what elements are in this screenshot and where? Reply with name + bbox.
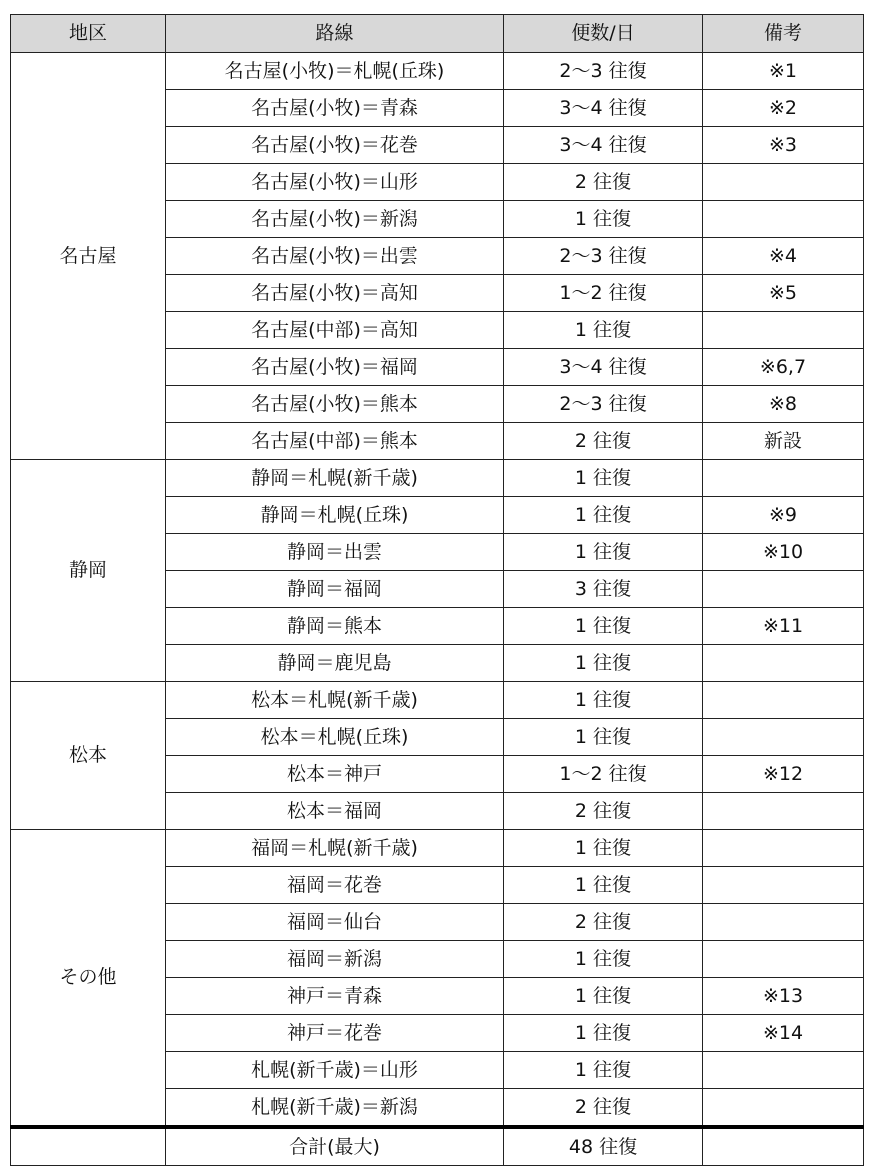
notes-cell xyxy=(703,719,864,756)
route-cell: 神戸＝青森 xyxy=(166,978,504,1015)
frequency-cell: 3～4 往復 xyxy=(504,127,703,164)
frequency-cell: 2～3 往復 xyxy=(504,386,703,423)
notes-cell xyxy=(703,164,864,201)
notes-cell xyxy=(703,645,864,682)
region-cell: その他 xyxy=(11,830,166,1128)
notes-cell: ※10 xyxy=(703,534,864,571)
table-row xyxy=(11,53,864,90)
frequency-cell: 1 往復 xyxy=(504,941,703,978)
notes-cell xyxy=(703,682,864,719)
notes-cell xyxy=(703,867,864,904)
header-row xyxy=(11,15,864,53)
frequency-cell: 1 往復 xyxy=(504,867,703,904)
frequency-cell: 1 往復 xyxy=(504,497,703,534)
frequency-cell: 3～4 往復 xyxy=(504,90,703,127)
route-table-container xyxy=(10,14,864,1166)
notes-cell: ※9 xyxy=(703,497,864,534)
notes-cell: 新設 xyxy=(703,423,864,460)
route-cell: 福岡＝札幌(新千歳) xyxy=(166,830,504,867)
notes-cell xyxy=(703,1089,864,1128)
frequency-cell: 1 往復 xyxy=(504,830,703,867)
route-cell: 静岡＝鹿児島 xyxy=(166,645,504,682)
frequency-cell: 2 往復 xyxy=(504,793,703,830)
region-cell: 名古屋 xyxy=(11,53,166,460)
notes-cell xyxy=(703,201,864,238)
frequency-cell: 1～2 往復 xyxy=(504,756,703,793)
notes-cell xyxy=(703,941,864,978)
frequency-cell: 1 往復 xyxy=(504,978,703,1015)
route-cell: 名古屋(中部)＝熊本 xyxy=(166,423,504,460)
frequency-cell: 1 往復 xyxy=(504,1052,703,1089)
route-cell: 静岡＝福岡 xyxy=(166,571,504,608)
notes-cell: ※5 xyxy=(703,275,864,312)
frequency-cell: 2 往復 xyxy=(504,423,703,460)
route-cell: 名古屋(中部)＝高知 xyxy=(166,312,504,349)
notes-cell: ※1 xyxy=(703,53,864,90)
route-cell: 福岡＝仙台 xyxy=(166,904,504,941)
frequency-cell: 1 往復 xyxy=(504,534,703,571)
route-cell: 札幌(新千歳)＝山形 xyxy=(166,1052,504,1089)
route-cell: 福岡＝花巻 xyxy=(166,867,504,904)
notes-cell: ※13 xyxy=(703,978,864,1015)
frequency-cell: 1 往復 xyxy=(504,312,703,349)
route-cell: 名古屋(小牧)＝出雲 xyxy=(166,238,504,275)
table-body xyxy=(11,53,864,1166)
route-cell: 静岡＝札幌(丘珠) xyxy=(166,497,504,534)
frequency-cell: 3 往復 xyxy=(504,571,703,608)
frequency-cell: 1 往復 xyxy=(504,645,703,682)
total-frequency-cell: 48 往復 xyxy=(504,1127,703,1166)
route-cell: 名古屋(小牧)＝新潟 xyxy=(166,201,504,238)
route-table xyxy=(10,14,864,1166)
route-cell: 名古屋(小牧)＝福岡 xyxy=(166,349,504,386)
total-region-cell xyxy=(11,1127,166,1166)
header-frequency: 便数/日 xyxy=(504,15,703,53)
total-label-cell: 合計(最大) xyxy=(166,1127,504,1166)
notes-cell: ※14 xyxy=(703,1015,864,1052)
header-route: 路線 xyxy=(166,15,504,53)
region-cell: 静岡 xyxy=(11,460,166,682)
frequency-cell: 1～2 往復 xyxy=(504,275,703,312)
route-cell: 福岡＝新潟 xyxy=(166,941,504,978)
notes-cell: ※4 xyxy=(703,238,864,275)
notes-cell xyxy=(703,793,864,830)
route-cell: 名古屋(小牧)＝高知 xyxy=(166,275,504,312)
notes-cell: ※8 xyxy=(703,386,864,423)
frequency-cell: 2～3 往復 xyxy=(504,53,703,90)
notes-cell: ※3 xyxy=(703,127,864,164)
route-cell: 松本＝札幌(丘珠) xyxy=(166,719,504,756)
table-row xyxy=(11,460,864,497)
notes-cell xyxy=(703,904,864,941)
notes-cell xyxy=(703,830,864,867)
route-cell: 静岡＝出雲 xyxy=(166,534,504,571)
route-cell: 札幌(新千歳)＝新潟 xyxy=(166,1089,504,1128)
route-cell: 松本＝福岡 xyxy=(166,793,504,830)
route-cell: 静岡＝熊本 xyxy=(166,608,504,645)
frequency-cell: 2 往復 xyxy=(504,1089,703,1128)
region-cell: 松本 xyxy=(11,682,166,830)
table-row xyxy=(11,682,864,719)
route-cell: 松本＝神戸 xyxy=(166,756,504,793)
header-notes: 備考 xyxy=(703,15,864,53)
route-cell: 名古屋(小牧)＝熊本 xyxy=(166,386,504,423)
route-cell: 名古屋(小牧)＝花巻 xyxy=(166,127,504,164)
route-cell: 静岡＝札幌(新千歳) xyxy=(166,460,504,497)
frequency-cell: 1 往復 xyxy=(504,1015,703,1052)
notes-cell xyxy=(703,460,864,497)
notes-cell xyxy=(703,1052,864,1089)
frequency-cell: 1 往復 xyxy=(504,201,703,238)
frequency-cell: 2 往復 xyxy=(504,164,703,201)
notes-cell: ※2 xyxy=(703,90,864,127)
notes-cell: ※11 xyxy=(703,608,864,645)
total-row xyxy=(11,1127,864,1166)
frequency-cell: 3～4 往復 xyxy=(504,349,703,386)
route-cell: 名古屋(小牧)＝札幌(丘珠) xyxy=(166,53,504,90)
route-cell: 神戸＝花巻 xyxy=(166,1015,504,1052)
route-cell: 名古屋(小牧)＝山形 xyxy=(166,164,504,201)
total-notes-cell xyxy=(703,1127,864,1166)
notes-cell xyxy=(703,571,864,608)
notes-cell: ※6,7 xyxy=(703,349,864,386)
frequency-cell: 1 往復 xyxy=(504,460,703,497)
table-row xyxy=(11,830,864,867)
header-region: 地区 xyxy=(11,15,166,53)
frequency-cell: 1 往復 xyxy=(504,682,703,719)
notes-cell xyxy=(703,312,864,349)
frequency-cell: 2 往復 xyxy=(504,904,703,941)
notes-cell: ※12 xyxy=(703,756,864,793)
route-cell: 松本＝札幌(新千歳) xyxy=(166,682,504,719)
frequency-cell: 1 往復 xyxy=(504,608,703,645)
route-cell: 名古屋(小牧)＝青森 xyxy=(166,90,504,127)
frequency-cell: 2～3 往復 xyxy=(504,238,703,275)
frequency-cell: 1 往復 xyxy=(504,719,703,756)
